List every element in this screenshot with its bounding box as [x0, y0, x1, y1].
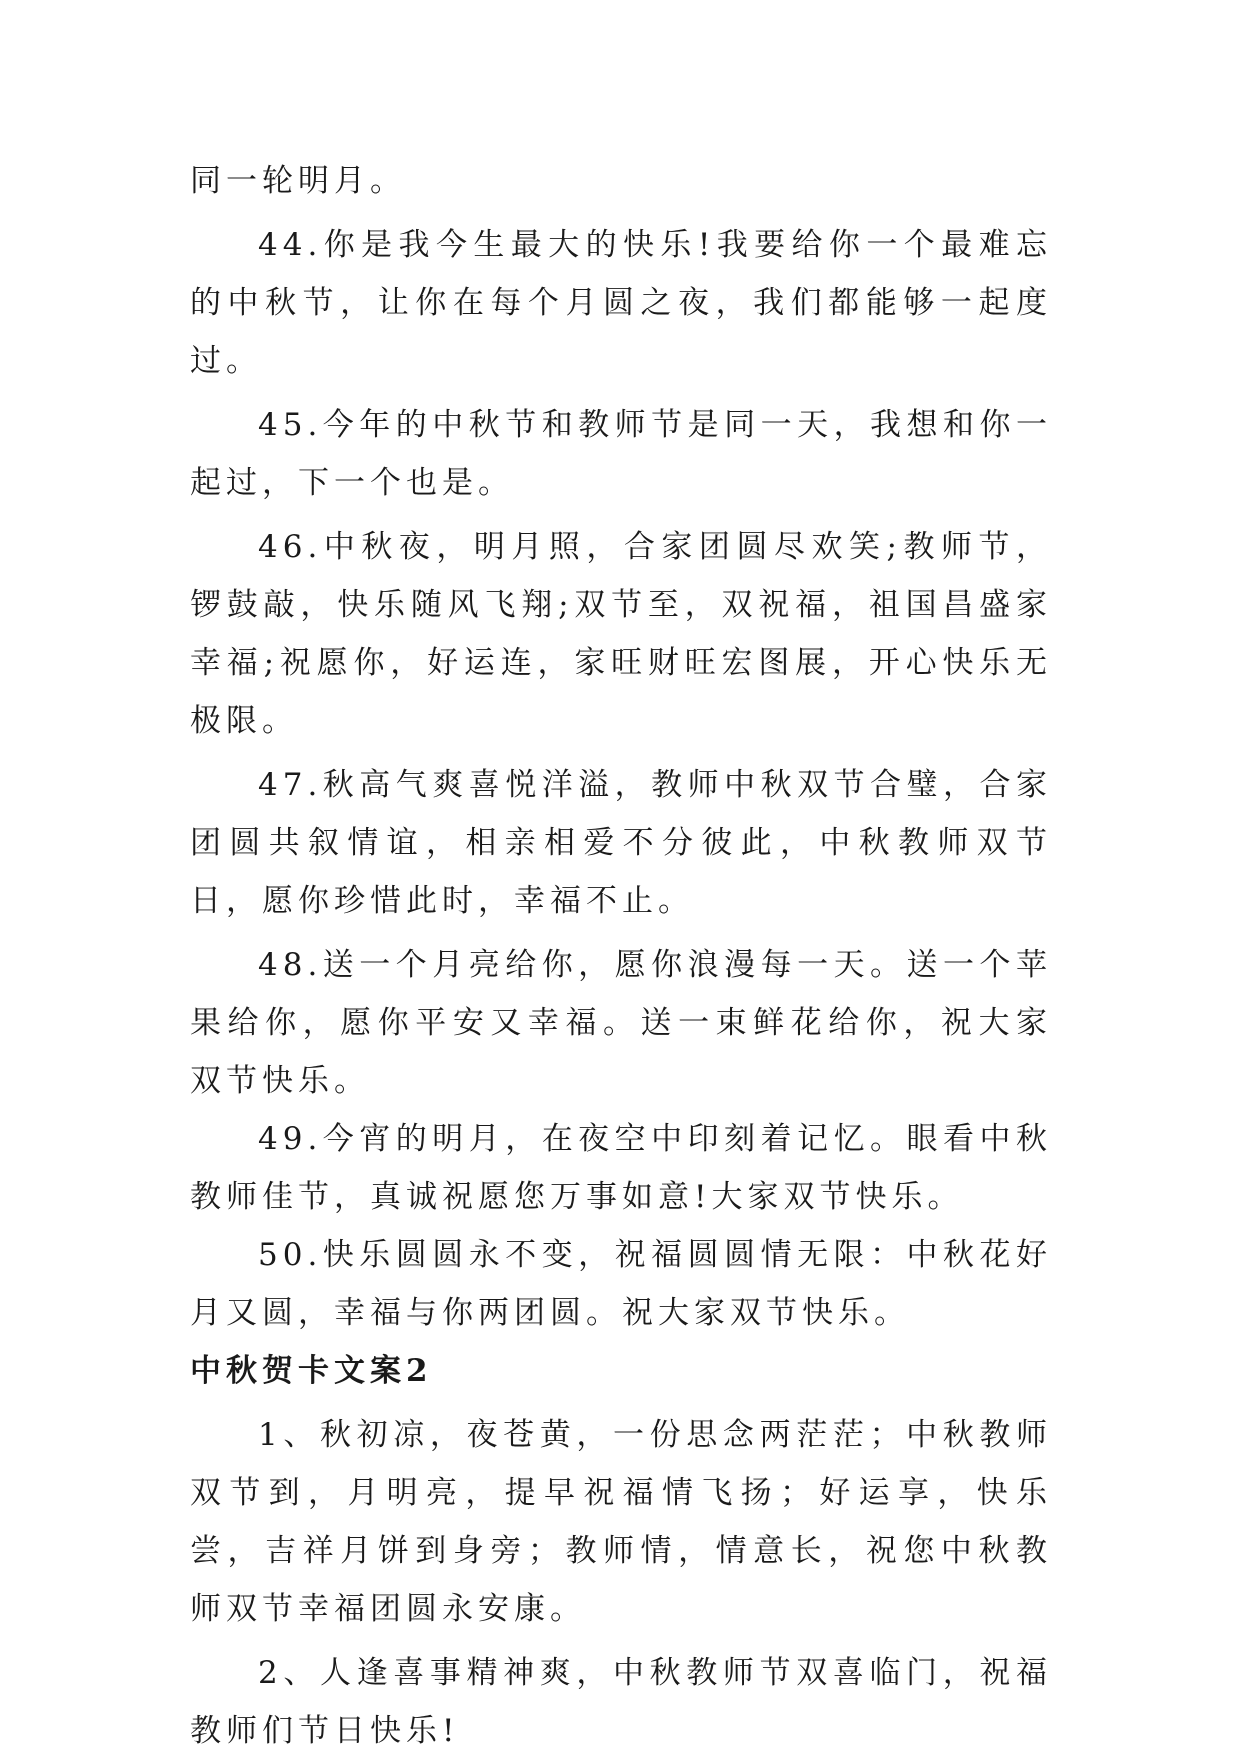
paragraph-item-44: 44.你是我今生最大的快乐!我要给你一个最难忘的中秋节，让你在每个月圆之夜，我们都能够一起度过。 — [190, 227, 1052, 379]
paragraph-continuation: 同一轮明月。 — [190, 163, 406, 199]
paragraph-item-45: 45.今年的中秋节和教师节是同一天，我想和你一起过，下一个也是。 — [190, 407, 1052, 501]
section-paragraph-2: 2、人逢喜事精神爽，中秋教师节双喜临门，祝福教师们节日快乐! — [190, 1655, 1052, 1749]
paragraph-item-49: 49.今宵的明月，在夜空中印刻着记忆。眼看中秋教师佳节，真诚祝愿您万事如意!大家双节快乐。 — [190, 1121, 1052, 1215]
paragraph-item-50: 50.快乐圆圆永不变，祝福圆圆情无限：中秋花好月又圆，幸福与你两团圆。祝大家双节快乐。 — [190, 1237, 1052, 1331]
paragraph-item-48: 48.送一个月亮给你，愿你浪漫每一天。送一个苹果给你，愿你平安又幸福。送一束鲜花给你，祝大家双节快乐。 — [190, 947, 1052, 1099]
document-body — [190, 152, 1052, 1760]
paragraph-item-46: 46.中秋夜，明月照，合家团圆尽欢笑;教师节，锣鼓敲，快乐随风飞翔;双节至，双祝福，祖国昌盛家幸福;祝愿你，好运连，家旺财旺宏图展，开心快乐无极限。 — [190, 529, 1052, 739]
section-heading: 中秋贺卡文案2 — [190, 1353, 433, 1389]
paragraph-item-47: 47.秋高气爽喜悦洋溢，教师中秋双节合璧，合家团圆共叙情谊，相亲相爱不分彼此，中秋教师双节日，愿你珍惜此时，幸福不止。 — [190, 767, 1052, 919]
section-paragraph-1: 1、秋初凉，夜苍黄，一份思念两茫茫；中秋教师双节到，月明亮，提早祝福情飞扬；好运享，快乐尝，吉祥月饼到身旁；教师情，情意长，祝您中秋教师双节幸福团圆永安康。 — [190, 1417, 1052, 1627]
